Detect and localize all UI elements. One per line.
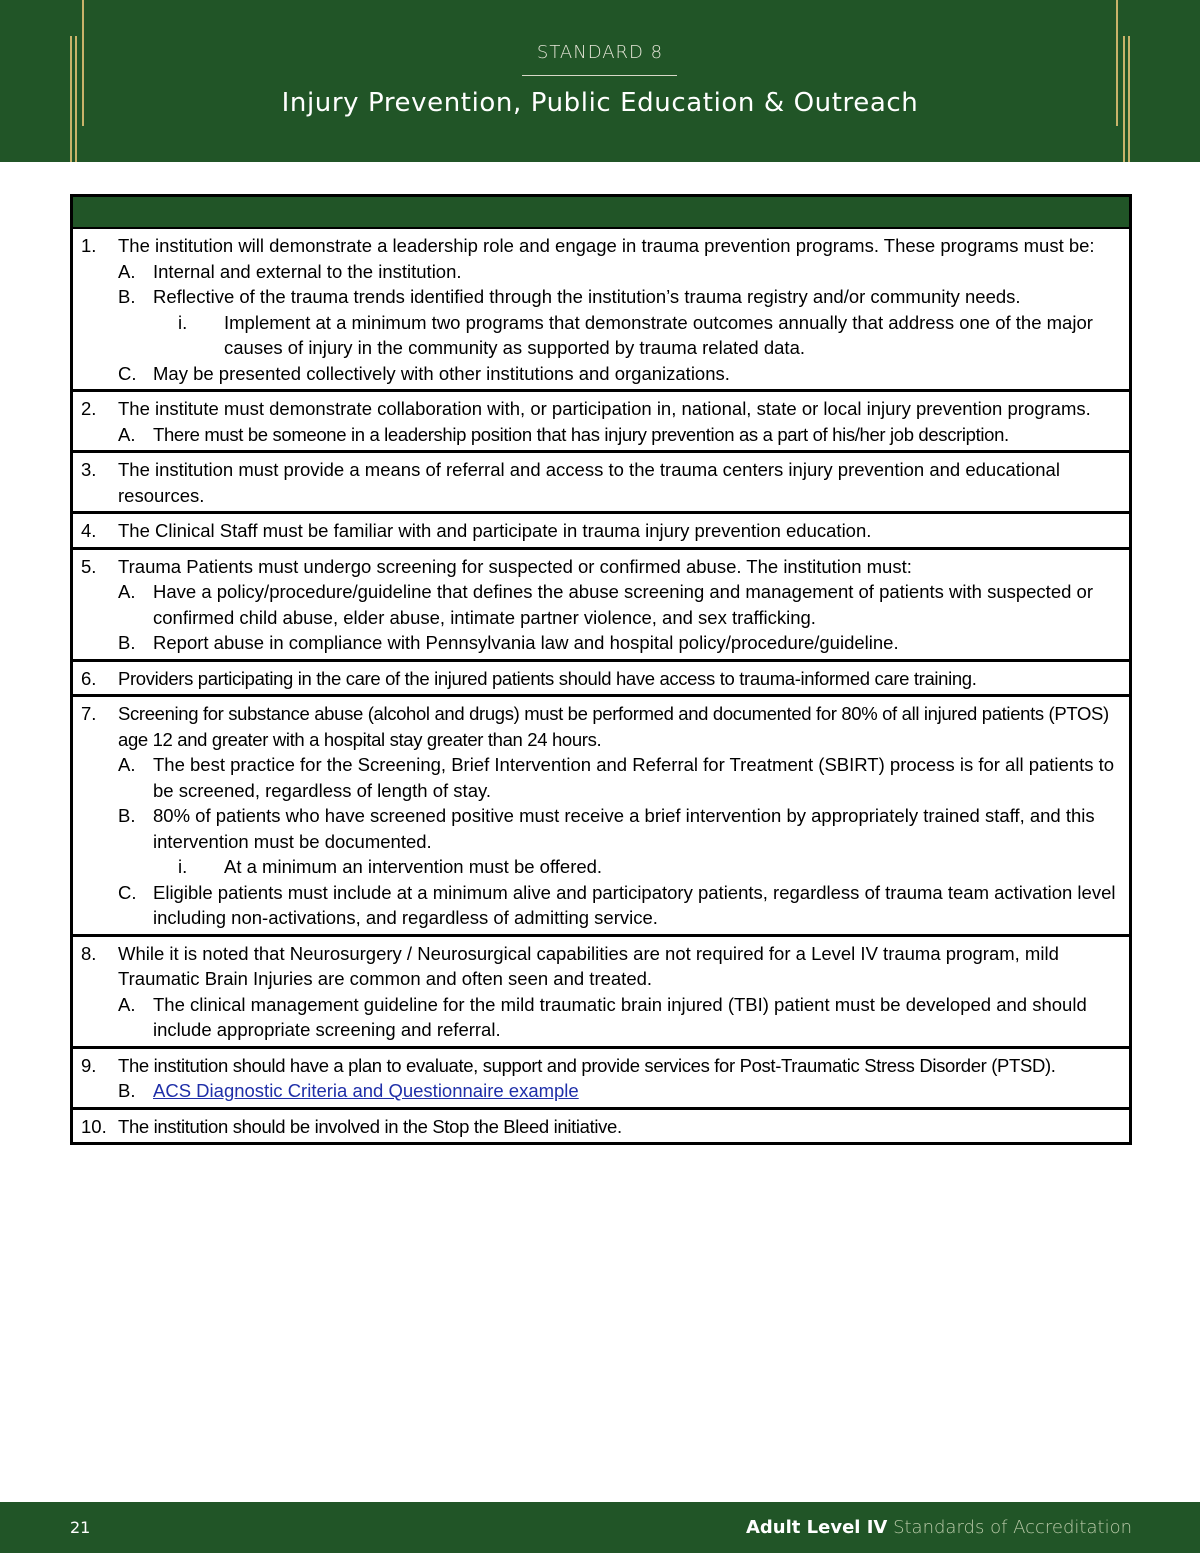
item-number: 8.: [81, 942, 97, 964]
item-text: The clinical management guideline for the mild traumatic brain injured (TBI) patient must be developed and should include appropriate screening and referral.: [153, 993, 1087, 1040]
list-item: [81, 941, 1119, 992]
sub-item: [81, 284, 1119, 310]
item-text: Trauma Patients must undergo screening for suspected or confirmed abuse. The institution must:: [118, 555, 912, 577]
item-letter: B.: [118, 1080, 136, 1101]
table-row: [73, 392, 1129, 453]
sub-item: [81, 803, 1119, 854]
item-text: Implement at a minimum two programs that demonstrate outcomes annually that address one of the major causes of injury in the community as supported by trauma related data.: [224, 311, 1093, 358]
list-item: [81, 666, 1119, 692]
item-letter: A.: [118, 754, 136, 775]
sub-item: [81, 992, 1119, 1043]
table-row: [73, 514, 1129, 550]
item-number: 6.: [81, 667, 97, 689]
item-number: 4.: [81, 520, 97, 541]
standard-label: STANDARD 8: [536, 42, 664, 63]
item-text: 80% of patients who have screened positive must receive a brief intervention by appropriately trained staff, and this intervention must be documented.: [153, 805, 1095, 852]
item-text: Have a policy/procedure/guideline that defines the abuse screening and management of patients with suspected or confirmed child abuse, elder abuse, intimate partner violence, and sex trafficking.: [153, 581, 1093, 628]
sub-sub-item: [81, 854, 1119, 880]
item-number: 10.: [81, 1115, 107, 1137]
table-row: [73, 697, 1129, 937]
item-text: Reflective of the trauma trends identified through the institution’s trauma registry and/or community needs.: [153, 286, 1021, 307]
table-row: [73, 662, 1129, 698]
item-text: The institution must provide a means of referral and access to the trauma centers injury prevention and educational resources.: [118, 459, 1060, 506]
list-item: [81, 701, 1119, 752]
document-title-light: Standards of Accreditation: [893, 1517, 1132, 1538]
item-number: 7.: [81, 703, 97, 724]
sub-sub-item: [81, 310, 1119, 361]
item-number: 5.: [81, 555, 97, 577]
sub-item: [81, 422, 1119, 448]
page-footer: [0, 1502, 1200, 1553]
table-row: [73, 1110, 1129, 1143]
item-number: 9.: [81, 1054, 97, 1076]
item-text: Internal and external to the institution.: [153, 260, 462, 282]
item-text: Eligible patients must include at a minimum alive and participatory patients, regardless of trauma team activation level including non-activations, and regardless of admitting service.: [153, 881, 1116, 928]
document-title-strong: Adult Level IV: [745, 1517, 888, 1538]
sub-item: [81, 259, 1119, 285]
list-item: [81, 457, 1119, 508]
list-item: [81, 1114, 1119, 1140]
list-item: [81, 233, 1119, 259]
item-text: The institution should be involved in the Stop the Bleed initiative.: [118, 1115, 622, 1137]
standards-table: [70, 194, 1132, 1145]
list-item: [81, 1053, 1119, 1079]
table-row: [73, 1049, 1129, 1110]
item-letter: C.: [118, 362, 137, 384]
table-header-bar: [73, 197, 1129, 229]
list-item: [81, 396, 1119, 422]
item-text: The institution should have a plan to evaluate, support and provide services for Post-Traumatic Stress Disorder (PTSD).: [118, 1054, 1056, 1076]
sub-item: [81, 752, 1119, 803]
table-row: [73, 453, 1129, 514]
item-letter: A.: [118, 581, 136, 602]
item-text: May be presented collectively with other institutions and organizations.: [153, 362, 730, 384]
item-text: Report abuse in compliance with Pennsylvania law and hospital policy/procedure/guideline.: [153, 632, 899, 653]
page-title: Injury Prevention, Public Education & Outreach: [281, 88, 919, 118]
page-number: 21: [70, 1518, 91, 1537]
item-text: Screening for substance abuse (alcohol and drugs) must be performed and documented for 80% of all injured patients (PTOS) age 12 and greater with a hospital stay greater than 24 hours.: [118, 703, 1109, 750]
item-text: There must be someone in a leadership position that has injury prevention as a part of his/her job description.: [153, 423, 1009, 445]
item-letter: C.: [118, 881, 137, 903]
title-divider: [522, 75, 677, 76]
item-letter: B.: [118, 286, 136, 307]
item-number: 3.: [81, 459, 97, 480]
sub-item: [81, 579, 1119, 630]
item-roman: i.: [178, 311, 188, 333]
item-text: The institution will demonstrate a leadership role and engage in trauma prevention programs. These programs must be:: [118, 235, 1095, 256]
document-title: [746, 1517, 1132, 1538]
acs-criteria-link[interactable]: ACS Diagnostic Criteria and Questionnaire example: [153, 1080, 579, 1101]
list-item: [81, 518, 1119, 544]
table-row: [73, 550, 1129, 662]
item-letter: A.: [118, 423, 136, 445]
item-letter: B.: [118, 805, 136, 826]
item-number: 1.: [81, 235, 97, 256]
item-letter: B.: [118, 632, 136, 653]
item-text: Providers participating in the care of the injured patients should have access to trauma-informed care training.: [118, 667, 977, 689]
table-row: [73, 937, 1129, 1049]
item-text: While it is noted that Neurosurgery / Neurosurgical capabilities are not required for a Level IV trauma program, mild Traumatic Brain Injuries are common and often seen and treated.: [118, 942, 1059, 989]
sub-item: [81, 880, 1119, 931]
item-letter: A.: [118, 993, 136, 1015]
sub-item: [81, 630, 1119, 656]
item-roman: i.: [178, 856, 188, 877]
item-number: 2.: [81, 398, 97, 419]
sub-item: [81, 1078, 1119, 1104]
item-text: The Clinical Staff must be familiar with and participate in trauma injury prevention education.: [118, 520, 872, 541]
item-text: The best practice for the Screening, Brief Intervention and Referral for Treatment (SBIRT) process is for all patients to be screened, regardless of length of stay.: [153, 754, 1115, 801]
item-text: At a minimum an intervention must be offered.: [224, 856, 603, 877]
page-header: [0, 0, 1200, 162]
item-text: The institute must demonstrate collaboration with, or participation in, national, state or local injury prevention programs.: [118, 398, 1091, 419]
list-item: [81, 554, 1119, 580]
table-row: [73, 229, 1129, 392]
sub-item: [81, 361, 1119, 387]
item-letter: A.: [118, 260, 136, 282]
